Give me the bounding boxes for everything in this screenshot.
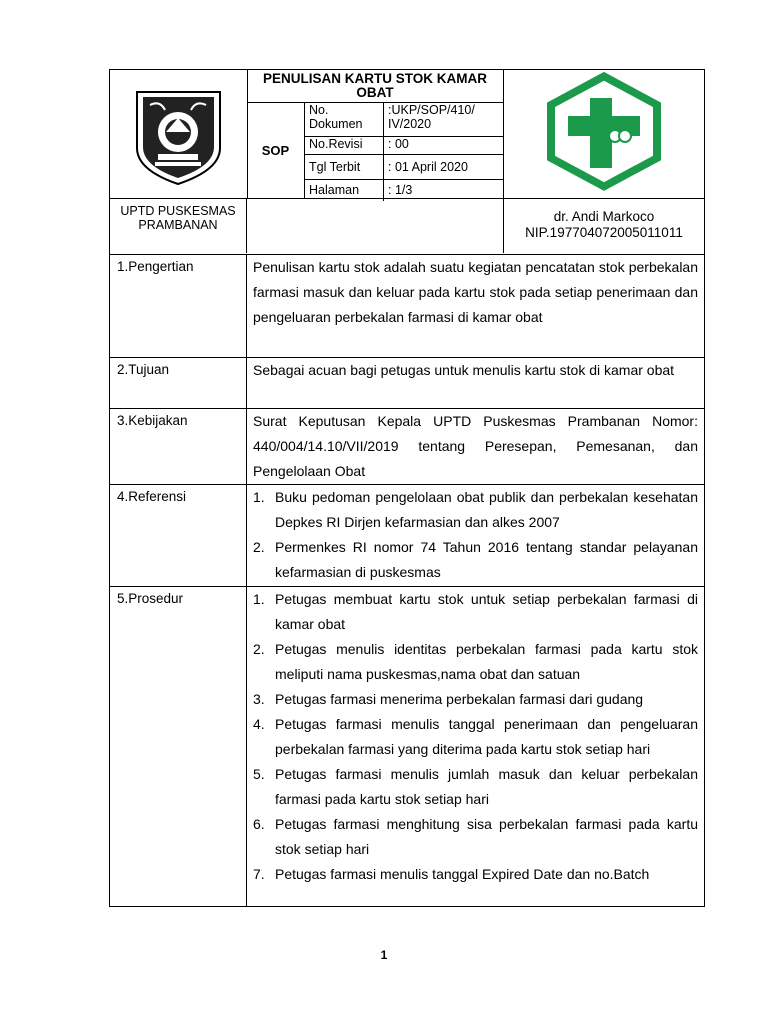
meta-row-revisi: [304, 137, 503, 155]
meta-key: No. Dokumen: [304, 103, 384, 136]
meta-row-tgl-terbit: [304, 155, 503, 180]
list-item: 3. Petugas farmasi menerima perbekalan farmasi dari gudang: [253, 691, 644, 707]
section-list: [247, 485, 704, 586]
section-text: Penulisan kartu stok adalah suatu kegiatan pencatatan stok perbekalan farmasi masuk dan keluar pada kartu stok pada setiap penerimaan dan pengeluaran perbekalan farmasi di kamar obat: [253, 259, 698, 325]
list-item: 1. Buku pedoman pengelolaan obat publik dan perbekalan kesehatan Depkes RI Dirjen kefarmasian dan alkes 2007: [253, 489, 698, 530]
procedure-list: [253, 587, 698, 887]
regency-crest-icon: [110, 70, 247, 198]
section-kebijakan: [109, 409, 705, 485]
meta-value: : 00: [388, 137, 409, 151]
section-referensi: [109, 485, 705, 587]
meta-row-dokumen: [304, 103, 503, 137]
section-label: 2.Tujuan: [110, 358, 247, 408]
signer-name: dr. Andi Markoco: [553, 209, 655, 224]
list-item: 2. Petugas menulis identitas perbekalan farmasi pada kartu stok meliputi nama puskesmas,nama obat dan satuan: [253, 641, 698, 682]
list-item: 6. Petugas farmasi menghitung sisa perbekalan farmasi pada kartu stok setiap hari: [253, 816, 698, 857]
section-prosedur: [109, 587, 705, 907]
puskesmas-logo-icon: [504, 70, 705, 198]
organization-name: UPTD PUSKESMAS PRAMBANAN: [110, 199, 247, 253]
left-logo-cell: [110, 70, 248, 198]
list-item: 4. Petugas farmasi menulis tanggal penerimaan dan pengeluaran perbekalan farmasi yang diterima pada kartu stok setiap hari: [253, 716, 698, 757]
section-label: 5.Prosedur: [110, 587, 247, 906]
sop-document: [109, 69, 705, 907]
sop-label: SOP: [247, 103, 305, 198]
section-label: 3.Kebijakan: [110, 409, 247, 484]
section-list: [247, 587, 704, 906]
meta-value: : 1/3: [388, 183, 413, 197]
reference-list: [253, 485, 698, 585]
section-text: Sebagai acuan bagi petugas untuk menulis kartu stok di kamar obat: [253, 362, 675, 378]
document-title: PENULISAN KARTU STOK KAMAR OBAT: [247, 70, 503, 103]
meta-row-halaman: [304, 180, 503, 201]
meta-value: : 01 April 2020: [388, 160, 468, 174]
list-item: 2. Permenkes RI nomor 74 Tahun 2016 tentang standar pelayanan kefarmasian di puskesmas: [253, 539, 698, 580]
section-label: 1.Pengertian: [110, 255, 247, 357]
page-number: 1: [380, 948, 388, 962]
section-label: 4.Referensi: [110, 485, 247, 586]
meta-value: :UKP/SOP/410/ IV/2020: [388, 103, 475, 131]
section-tujuan: [109, 358, 705, 409]
signer-block: [503, 199, 704, 253]
signer-nip: NIP.197704072005011011: [525, 225, 683, 240]
list-item: 1. Petugas membuat kartu stok untuk setiap perbekalan farmasi di kamar obat: [253, 591, 698, 632]
meta-key: Halaman: [304, 180, 384, 201]
document-meta-table: [304, 103, 503, 201]
section-pengertian: [109, 255, 705, 358]
document-header: [109, 69, 705, 199]
organization-row: [109, 199, 705, 255]
list-item: 5. Petugas farmasi menulis jumlah masuk dan keluar perbekalan farmasi pada kartu stok setiap hari: [253, 766, 698, 807]
section-text: Surat Keputusan Kepala UPTD Puskesmas Prambanan Nomor: 440/004/14.10/VII/2019 tentang Peresepan, Pemesanan, dan Pengelolaan Obat: [253, 413, 698, 479]
meta-key: No.Revisi: [304, 137, 384, 154]
list-item: 7. Petugas farmasi menulis tanggal Expired Date dan no.Batch: [253, 866, 650, 882]
meta-key: Tgl Terbit: [304, 155, 384, 179]
right-logo-cell: [503, 70, 705, 198]
